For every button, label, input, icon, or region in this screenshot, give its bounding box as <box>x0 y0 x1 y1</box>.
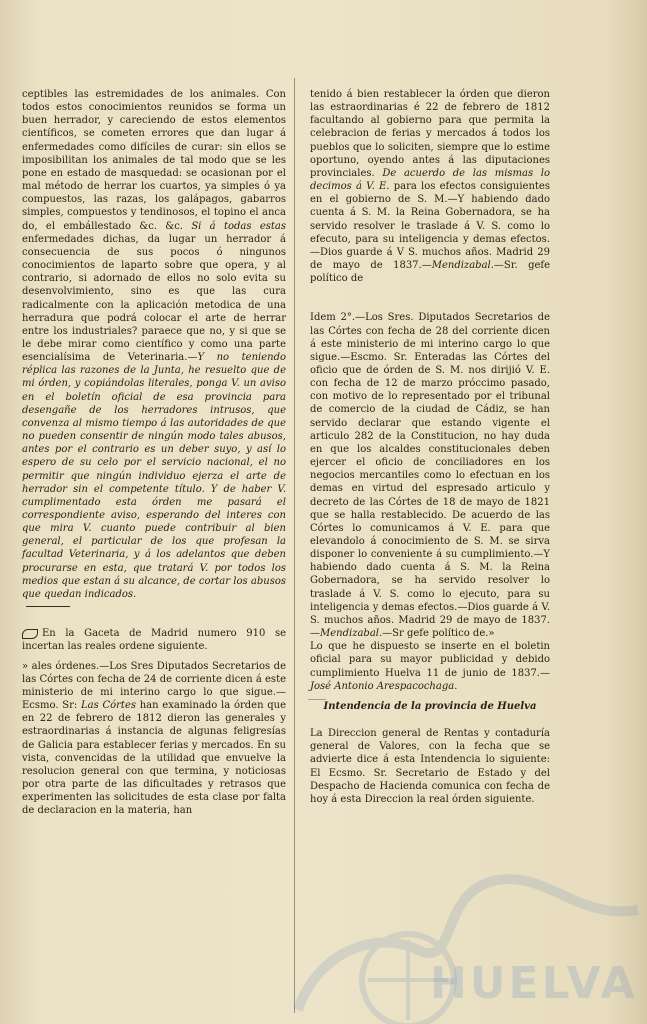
right-paragraph-2-signature: Mendizabal. <box>320 628 383 640</box>
right-paragraph-1-closing: —Dios guarde á V S. muchos años. Madrid 29 de mayo de 1837.— <box>310 246 550 272</box>
left-paragraph-2 <box>22 627 286 653</box>
left-paragraph-1-resolution: Y no teniendo réplica las razones de la Junta, he resuelto que de mi órden, y copiándolas literales, ponga V. un aviso en el boletín oficial de esa provincia para desengañe de los herradores intrusos, que convenza al mismo tiempo á las autoridades de que no pueden consentir de ningún modo tales abusos, antes por el contrario es un deber suyo, y así lo espero de su celo por el servicio nacional, el no permitir que ningún individuo ejerza el arte de herrador sin el competente título. Y de haber V. cumplimentado esta órden me pasará el correspondiente aviso, esperando del interes con que mira V. cuanto puede contribuir al bien general, el particular de los que profesan la facultad Veterinaria, y á los adelantos que deben procurarse en esta, que tratará V. por todos los medios que estan á su alcance, de cortar los abusos que quedan indicados. <box>22 352 286 600</box>
right-paragraph-1-end: —Sr. gefe político de <box>310 260 551 285</box>
left-paragraph-1-italic: Si á todas estas <box>191 220 286 232</box>
right-paragraph-1-text: tenido á bien restablecer la órden que dieron las estraordinarias é 22 de febrero de 1812 facultando al gobierno para que permita la celebracion de ferias y mercados á todos los pueblos que lo soliciten, siempre que lo estime oportuno, oyendo antes á las diputaciones provinciales. <box>310 89 550 179</box>
left-paragraph-3-text: » ales órdenes.—Los Sres Diputados Secretarios de las Córtes con fecha de 24 de corriente dicen á este ministerio de mi interino cargo lo que sigue.—Ecsmo. Sr: <box>22 660 286 712</box>
left-column <box>22 88 286 817</box>
small-rule <box>308 699 326 700</box>
section-heading: Intendencia de la provincia de Huelva <box>323 700 537 712</box>
right-paragraph-1-signature: Mendizabal. <box>431 260 494 272</box>
left-paragraph-1-continued: enfermedades dichas, da lugar un herrador á consecuencia de sus pocos ó ningunos conocimientos de laparto sobre que opera, y al contrario, si adornado de ellos no solo evita su desenvolvimiento, sino es que las cura radicalmente con la aplicación metodica de una herradura que podrá colocar el arte de herrar entre los industriales? paraece que no, y si que se le debe mirar como científico y como una parte esencialísima de Veterinaria. <box>22 233 286 364</box>
huelva-watermark: HUELVA <box>430 958 638 1009</box>
left-paragraph-3-continued: han examinado la órden que en 22 de febrero de 1812 dieron las generales y estraordinarias á instancia de algunas feligresías de Galicia para establecer ferias y mercados. En su vista, convencidas de la utilidad que envuelve la resolucion general con que termina, y noticiosas por otra parte de las dificultades y retrasos que experimenten las solicitudes de esta clase por falta de declaracion en la materia, han <box>22 700 286 817</box>
right-paragraph-3 <box>310 640 550 693</box>
right-paragraph-2 <box>310 311 550 640</box>
right-paragraph-4: La Direccion general de Rentas y contaduría general de Valores, con la fecha que se advierte dice á esta Intendencia lo siguiente: El Ecsmo. Sr. Secretario de Estado y del Despacho de Hacienda comunica con fecha de hoy á esta Direccion la real órden siguiente. <box>310 728 550 805</box>
right-column <box>310 88 550 806</box>
left-paragraph-1: ceptibles las estremidades de los animales. Con todos estos conocimientos reunidos se forma un buen herrador, y careciendo de estos elementos científicos, se cometen errores que dan lugar á enfermedades como difíciles de curar: sin ellos se imposibilitan los animales de tal modo que se les pone en estado de masquedad: se ocasionan por el mal método de herrar los cuartos, ya simples ó ya compuestos, las razas, los galápagos, gabarros simples, compuestos y tendinosos, el topino el anca do, el embállestado &c. &c. Si á todas estas enfermedades dichas, da lugar un herrador á consecuencia de sus pocos ó ningunos conocimientos de laparto sobre que opera, y al contrario, si adornado de ellos no solo evita su desenvolvimiento, sino es que las cura radicalmente con la aplicación metodica de una herradura que podrá colocar el arte de herrar entre los industriales? paraece que no, y si que se le debe mirar como científico y como una parte esencialísima de Veterinaria.—Y no teniendo réplica las razones de la Junta, he resuelto que de mi órden, y copiándolas literales, ponga V. un aviso en el boletín oficial de esa provincia para desengañe de los herradores intrusos, que convenza al mismo tiempo á las autoridades de que no pueden consentir de ningún modo tales abusos, antes por el contrario es un deber suyo, y así lo espero de su celo por el servicio nacional, el no permitir que ningún individuo ejerza el arte de herrador sin el competente título. Y de haber V. cumplimentado esta órden me pasará el correspondiente aviso, esperando del interes con que mira V. cuanto puede contribuir al bien general, el particular de los que profesan la facultad Veterinaria, y á los adelantos que deben procurarse en esta, que tratará V. por todos los medios que estan á su alcance, de cortar los abusos que quedan indicados. <box>22 89 286 600</box>
left-paragraph-1-text: ceptibles las estremidades de los animales. Con todos estos conocimientos reunidos se forma un buen herrador, y careciendo de estos elementos científicos, se cometen errores que dan lugar á enfermedades como difíciles de curar: sin ellos se imposibilitan los animales de tal modo que se les pone en estado de masquedad: se ocasionan por el mal método de herrar los cuartos, ya simples ó ya compuestos, las razas, los galápagos, gabarros simples, compuestos y tendinosos, el topino el anca do, el embállestado &c. &c. <box>22 89 286 232</box>
left-paragraph-3-italic: Las Córtes <box>81 700 136 712</box>
section-ornament <box>26 606 70 609</box>
right-paragraph-2-end: —Sr gefe político de.» <box>382 628 495 640</box>
right-paragraph-2-text: Idem 2°.—Los Sres. Diputados Secretarios de las Córtes con fecha de 28 del corriente dicen á este ministerio de mi interino cargo lo que sigue.—Escmo. Sr. Enteradas las Córtes del oficio que de órden de S. M. nos dirijió V. E. con fecha de 12 de marzo próccimo pasado, con motivo de lo representado por el tribunal de comercio de la ciudad de Cádiz, se han servido declarar que estando vigente el articulo 282 de la Constitucion, no hay duda en que los alcaldes constitucionales deben ejercer el oficio de conciliadores en los negocios mercantiles como lo efectuan en los demas en virtud del espresado articulo y decreto de las Córtes de 18 de mayo de 1821 que se halla restablecido. De acuerdo de las Córtes lo comunicamos á V. E. para que elevandolo á conocimiento de S. M. se sirva disponer lo conveniente á su cumplimiento.—Y habiendo dado cuenta á S. M. la Reina Gobernadora, se ha servido resolver lo traslade á V. S. como lo ejecuto, para su inteligencia y demas efectos.—Dios guarde á V. S. muchos años. Madrid 29 de mayo de 1837.— <box>310 312 550 640</box>
right-paragraph-1-continued: para los efectos consiguientes en el gobierno de S. M.—Y habiendo dado cuenta á S. M. la Reina Gobernadora, se ha servido resolver le traslade á V. S. como lo efecuto, para su inteligencia y demas efectos. <box>310 181 550 245</box>
right-paragraph-3-text: Lo que he dispuesto se inserte en el boletin oficial para su mayor publicidad y debido cumplimiento Huelva 11 de junio de 1837.— <box>310 641 550 679</box>
left-paragraph-3 <box>22 660 286 818</box>
left-paragraph-2-text: En la Gaceta de Madrid numero 910 se incertan las reales ordene siguiente. <box>22 628 286 653</box>
right-paragraph-3-signature: José Antonio Arespacochaga. <box>310 680 458 692</box>
column-divider <box>294 78 295 1013</box>
fleuron-icon <box>22 629 38 639</box>
right-paragraph-1 <box>310 88 550 285</box>
right-paragraph-1-italic: De acuerdo de las mismas lo decimos á V. E. <box>310 167 550 193</box>
